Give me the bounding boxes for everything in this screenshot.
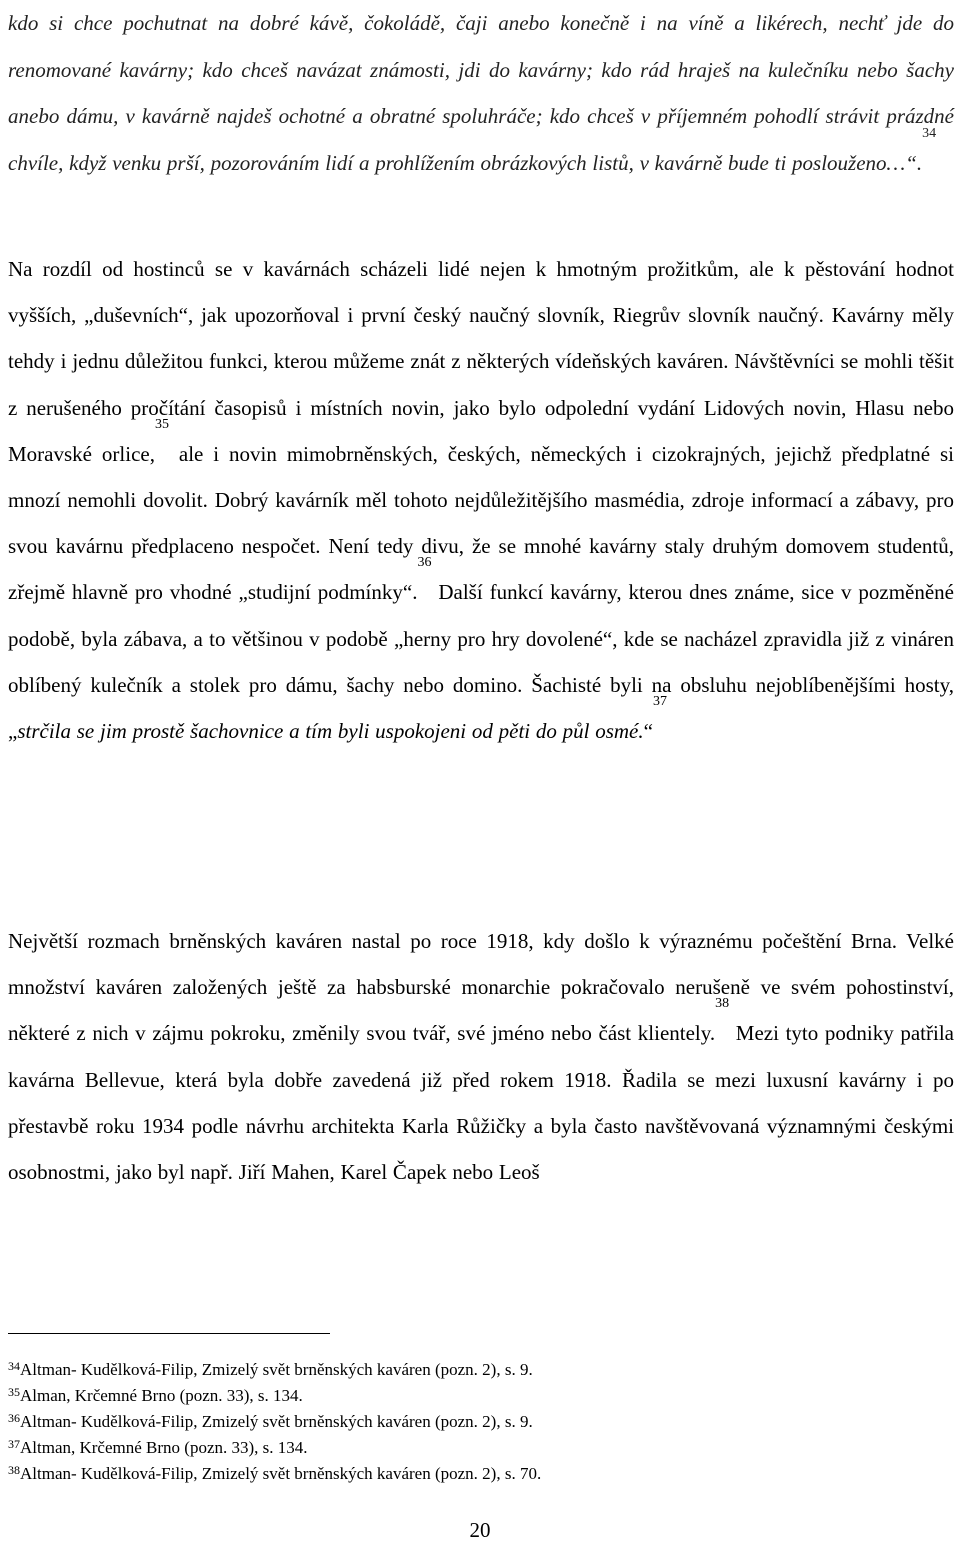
footnote-ref-37: 37 <box>652 694 667 710</box>
paragraph-text: Mezi tyto podniky patřila kavárna Bellevue, která byla dobře zavedená již před rokem 1918. Řadila se mezi luxusní kavárny i po přestavbě roku 1934 podle návrhu architekta Karla Růžičky a byla často navštěvovaná významnými českými osobnostmi, jako byl např. Jiří Mahen, Karel Čapek nebo Leoš <box>8 1021 954 1185</box>
paragraph-cafe-expansion <box>8 918 954 1195</box>
footnote-ref-34: 34 <box>922 125 937 141</box>
footnotes <box>8 1357 948 1487</box>
footnote-number: 35 <box>8 1385 20 1399</box>
footnote-item <box>8 1357 948 1383</box>
italic-quotation: strčila se jim prostě šachovnice a tím byli uspokojeni od pěti do půl osmé. <box>17 719 644 744</box>
footnote-number: 36 <box>8 1411 20 1425</box>
footnote-item <box>8 1383 948 1409</box>
page-number: 20 <box>469 1518 491 1542</box>
footnote-number: 38 <box>8 1463 20 1477</box>
footnote-text: Altman- Kudělková-Filip, Zmizelý svět brněnských kaváren (pozn. 2), s. 9. <box>20 1360 533 1379</box>
footnote-ref-36: 36 <box>417 555 432 571</box>
footnote-item <box>8 1435 948 1461</box>
paragraph-text: Další funkcí kavárny, kterou dnes známe, sice v pozměněné podobě, byla zábava, a to většinou v podobě „herny pro hry dovolené“, kde se nacházel zpravidla již z vináren oblíbený kulečník a stolek pro dámu, šachy nebo domino. Šachisté byli na obsluhu nejoblíbenějšími hosty, „ <box>8 580 954 744</box>
footnote-text: Altman, Krčemné Brno (pozn. 33), s. 134. <box>20 1438 308 1457</box>
footnote-number: 37 <box>8 1437 20 1451</box>
paragraph-text: Na rozdíl od hostinců se v kavárnách scházeli lidé nejen k hmotným prožitkům, ale k pěstování hodnot vyšších, „duševních“, jak upozorňoval i první český naučný slovník, Riegrův slovník naučný. Kavárny měly tehdy i jednu důležitou funkci, kterou můžeme znát z některých vídeňských kaváren. Návštěvníci se mohli těšit z nerušeného pročítání časopisů i místních novin, jako bylo odpolední vydání Lidových novin, Hlasu nebo Moravské orlice, <box>8 257 954 466</box>
footnote-number: 34 <box>8 1359 20 1373</box>
footnote-text: Altman- Kudělková-Filip, Zmizelý svět brněnských kaváren (pozn. 2), s. 9. <box>20 1412 533 1431</box>
closing-quote-mark: “ <box>643 719 653 744</box>
footnote-item <box>8 1409 948 1435</box>
paragraph-cafe-functions <box>8 246 954 754</box>
paragraph-text: ale i novin mimobrněnských, českých, německých i cizokrajných, jejichž předplatné si mnozí nemohli dovolit. Dobrý kavárník měl tohoto nejdůležitějšího masmédia, zdroje informací a zábavy, pro svou kavárnu předplaceno nespočet. Není tedy divu, že se mnohé kavárny staly druhým domovem studentů, zřejmě hlavně pro vhodné „studijní podmínky“. <box>8 441 954 605</box>
footnote-ref-35: 35 <box>154 416 169 432</box>
italic-quote <box>8 0 954 186</box>
footnote-text: Alman, Krčemné Brno (pozn. 33), s. 134. <box>20 1386 303 1405</box>
quote-text: kdo si chce pochutnat na dobré kávě, čokoládě, čaji anebo konečně i na víně a likérech, nechť jde do renomované kavárny; kdo chceš navázat známosti, jdi do kavárny; kdo rád hraješ na kulečníku nebo šachy anebo dámu, v kavárně najdeš ochotné a obratné spoluhráče; kdo chceš v příjemném pohodlí strávit prázdné chvíle, když venku prší, pozorováním lidí a prohlížením obrázkových listů, v kavárně bude ti poslouženo…“. <box>8 11 954 175</box>
footnote-item <box>8 1461 948 1487</box>
footnote-text: Altman- Kudělková-Filip, Zmizelý svět brněnských kaváren (pozn. 2), s. 70. <box>20 1464 542 1483</box>
paragraph-text: Největší rozmach brněnských kaváren nastal po roce 1918, kdy došlo k výraznému počeštění Brna. Velké množství kaváren založených ještě za habsburské monarchie pokračovalo nerušeně ve svém pohostinství, některé z nich v zájmu pokroku, změnily svou tvář, své jméno nebo část klientely. <box>8 929 954 1046</box>
footnote-separator <box>8 1333 330 1334</box>
footnote-ref-38: 38 <box>715 996 730 1012</box>
